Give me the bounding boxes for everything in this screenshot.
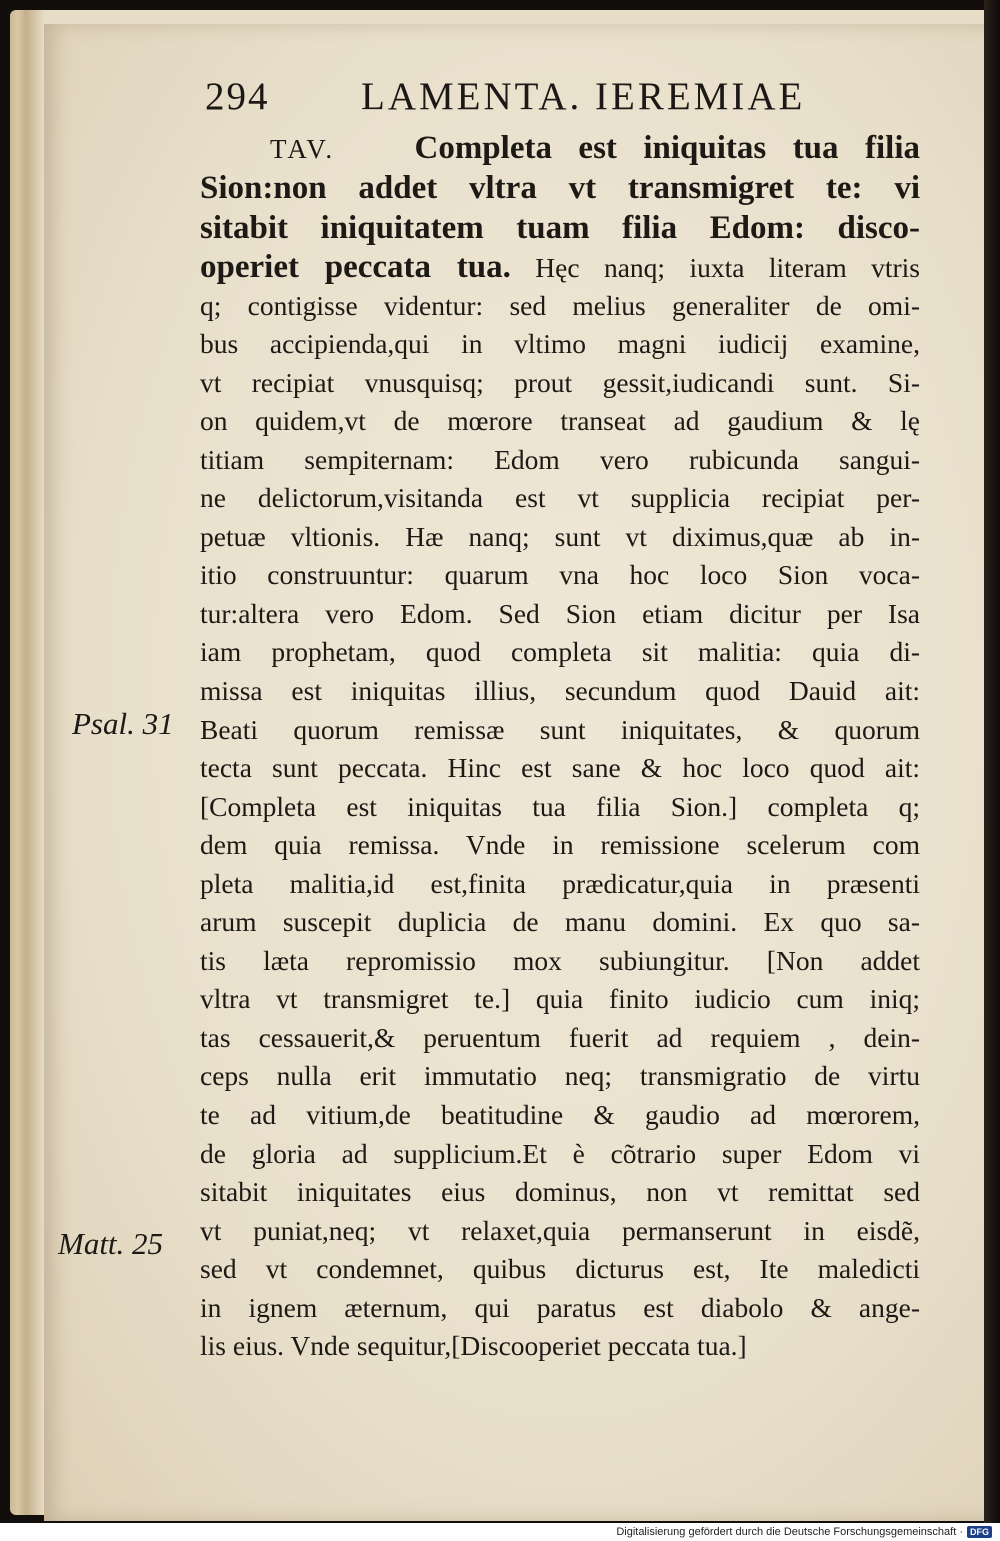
text-line: tis læta repromissio mox subiungitur. [Non addet	[200, 944, 920, 976]
binding-shadow	[984, 0, 1000, 1523]
margin-note-matthew: Matt. 25	[58, 1226, 164, 1261]
running-head	[205, 74, 845, 126]
text-line: tecta sunt peccata. Hinc est sane & hoc loco quod ait:	[200, 752, 920, 784]
main-text	[200, 128, 920, 1366]
credit-text: Digitalisierung gefördert durch die Deutsche Forschungsgemeinschaft ·	[616, 1526, 963, 1538]
text-line: on quidem,vt de mœrore transeat ad gaudium & lę	[200, 405, 920, 437]
text-line: ne delictorum,visitanda est vt supplicia recipiat per-	[200, 482, 920, 514]
text-line: de gloria ad supplicium.Et è cõtrario super Edom vi	[200, 1137, 920, 1169]
text-line: sitabit iniquitates eius dominus, non vt remittat sed	[200, 1176, 920, 1208]
text-line: te ad vitium,de beatitudine & gaudio ad mœrorem,	[200, 1099, 920, 1131]
text-line: pleta malitia,id est,finita prædicatur,quia in præsenti	[200, 867, 920, 899]
text-line: Beati quorum remissæ sunt iniquitates, & quorum	[200, 713, 920, 745]
text-line: iam prophetam, quod completa sit malitia: quia di-	[200, 636, 920, 668]
text-line: vltra vt transmigret te.] quia finito iudicio cum iniq;	[200, 983, 920, 1015]
text-line: [Completa est iniquitas tua filia Sion.] completa q;	[200, 790, 920, 822]
heading-line-text: Completa est iniquitas tua filia	[414, 130, 920, 166]
text-line: dem quia remissa. Vnde in remissione scelerum com	[200, 829, 920, 861]
dfg-logo: DFG	[967, 1526, 992, 1538]
text-line: missa est iniquitas illius, secundum quod Dauid ait:	[200, 675, 920, 707]
text-line: tas cessauerit,& peruentum fuerit ad requiem , dein-	[200, 1021, 920, 1053]
text-line: sed vt condemnet, quibus dicturus est, Ite maledicti	[200, 1253, 920, 1285]
body-lines	[200, 287, 920, 1366]
page-number: 294	[205, 75, 270, 118]
hebrew-letter-label: TAV.	[270, 134, 336, 164]
text-line: q; contigisse videntur: sed melius generaliter de omi-	[200, 289, 920, 321]
text-line: vt recipiat vnusquisq; prout gessit,iudicandi sunt. Si-	[200, 366, 920, 398]
text-line-start: Hęc nanq; iuxta literam vtris	[535, 252, 920, 283]
running-title: LAMENTA. IEREMIAE	[361, 75, 806, 118]
text-line: petuæ vltionis. Hæ nanq; sunt vt diximus,quæ ab in-	[200, 520, 920, 552]
text-line: titiam sempiternam: Edom vero rubicunda sangui-	[200, 443, 920, 475]
text-line: vt puniat,neq; vt relaxet,quia permanserunt in eisdẽ,	[200, 1214, 920, 1246]
margin-note-psalm: Psal. 31	[72, 706, 174, 741]
text-line: lis eius. Vnde sequitur,[Discooperiet peccata tua.]	[200, 1330, 747, 1362]
heading-line: Sion:non addet vltra vt transmigret te: vi	[200, 170, 920, 206]
digitization-credit	[0, 1523, 1000, 1541]
mixed-line	[200, 248, 920, 287]
text-line: ceps nulla erit immutatio neq; transmigratio de virtu	[200, 1060, 920, 1092]
text-line: in ignem æternum, qui paratus est diabolo & ange-	[200, 1291, 920, 1323]
text-line: arum suscepit duplicia de manu domini. Ex quo sa-	[200, 906, 920, 938]
text-line: itio construuntur: quarum vna hoc loco Sion voca-	[200, 559, 920, 591]
text-line: tur:altera vero Edom. Sed Sion etiam dicitur per Isa	[200, 597, 920, 629]
text-line: bus accipienda,qui in vltimo magni iudicij examine,	[200, 328, 920, 360]
heading-line-end: operiet peccata tua.	[200, 249, 511, 285]
heading-line	[200, 128, 920, 168]
heading-line: sitabit iniquitatem tuam filia Edom: disco-	[200, 210, 920, 246]
